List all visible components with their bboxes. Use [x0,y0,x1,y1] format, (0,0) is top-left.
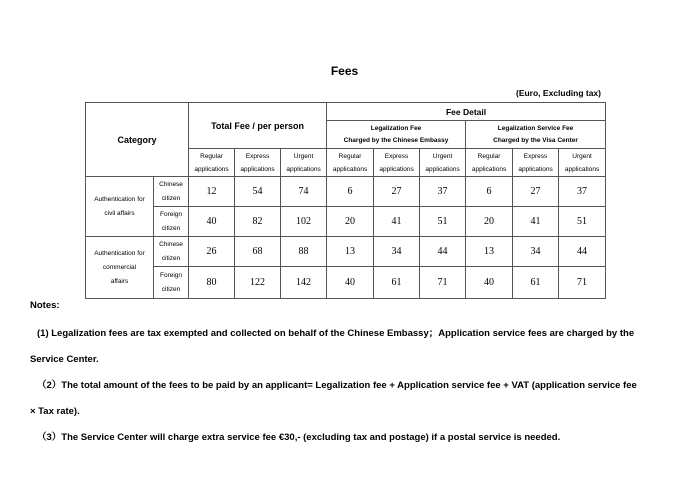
cell: 54 [235,177,281,207]
note-line: × Tax rate). [30,406,80,417]
cell: 40 [189,207,235,237]
group-label-line: Authentication for [94,195,145,203]
row-label-foreign [154,207,189,237]
col-urgent-legal [420,149,466,177]
col-type-line1: Express [245,152,270,160]
col-type-line2: applications [518,165,553,173]
row-label-line: Chinese [159,240,183,248]
cell: 37 [559,177,606,207]
group-label-civil [86,177,154,237]
col-type-line2: applications [425,165,460,173]
col-express-legal [374,149,420,177]
cell: 27 [374,177,420,207]
row-label-line: citizen [161,224,181,232]
col-urgent-service [559,149,606,177]
col-regular-service [466,149,513,177]
cell: 6 [466,177,513,207]
col-type-line1: Regular [200,152,223,160]
cell: 40 [327,267,374,299]
table-row [86,237,606,267]
note-line: （2）The total amount of the fees to be paid by an applicant= Legalization fee + Application service fee + VAT (application service fee [37,380,637,391]
cell: 26 [189,237,235,267]
col-type-line1: Regular [338,152,362,160]
service-fee-subtitle: Charged by the Visa Center [493,136,578,144]
col-regular-total [189,149,235,177]
fee-table [85,102,606,299]
row-label-foreign [154,267,189,299]
note-line: Service Center. [30,354,99,365]
group-label-line: affairs [110,277,129,285]
cell: 142 [281,267,327,299]
cell: 68 [235,237,281,267]
col-type-line1: Urgent [572,152,592,160]
cell: 34 [374,237,420,267]
cell: 13 [327,237,374,267]
legalization-fee-header [327,121,466,149]
cell: 61 [513,267,559,299]
col-urgent-total [281,149,327,177]
cell: 44 [559,237,606,267]
group-label-line: Authentication for [94,249,145,257]
row-label-line: Foreign [159,210,183,218]
row-label-chinese [154,177,189,207]
col-type-line1: Express [523,152,548,160]
cell: 51 [420,207,466,237]
row-label-line: citizen [161,194,181,202]
col-type-line2: applications [471,165,507,173]
total-fee-header: Total Fee / per person [189,103,327,149]
col-type-line2: applications [240,165,275,173]
col-type-line1: Urgent [432,152,453,160]
row-label-line: Chinese [159,180,183,188]
col-type-line2: applications [286,165,321,173]
cell: 34 [513,237,559,267]
col-type-line1: Urgent [293,152,314,160]
cell: 82 [235,207,281,237]
cell: 40 [466,267,513,299]
cell: 41 [513,207,559,237]
cell: 6 [327,177,374,207]
notes-section [30,300,670,451]
cell: 20 [466,207,513,237]
row-label-chinese [154,237,189,267]
col-type-line2: applications [379,165,414,173]
page-title: Fees [330,64,359,78]
col-type-line2: applications [332,165,368,173]
group-label-line: commercial [102,263,137,271]
cell: 122 [235,267,281,299]
notes-title: Notes: [30,300,60,311]
cell: 13 [466,237,513,267]
cell: 41 [374,207,420,237]
col-type-line1: Express [384,152,409,160]
cell: 88 [281,237,327,267]
cell: 74 [281,177,327,207]
service-fee-title: Legalization Service Fee [497,124,574,132]
cell: 80 [189,267,235,299]
col-type-line2: applications [564,165,600,173]
cell: 51 [559,207,606,237]
note-line: (1) Legalization fees are tax exempted and collected on behalf of the Chinese Embassy；Application service fees are charged by the [37,328,635,339]
cell: 12 [189,177,235,207]
cell: 37 [420,177,466,207]
table-row [86,177,606,207]
col-type-line2: applications [194,165,229,173]
group-label-line: civil affairs [104,209,135,217]
row-label-line: Foreign [159,271,183,279]
service-fee-header [466,121,606,149]
row-label-line: citizen [161,254,181,262]
fee-detail-header: Fee Detail [327,103,606,121]
legalization-fee-title: Legalization Fee [370,124,422,132]
col-express-total [235,149,281,177]
cell: 27 [513,177,559,207]
col-type-line1: Regular [477,152,501,160]
unit-note: (Euro, Excluding tax) [515,88,601,98]
col-express-service [513,149,559,177]
cell: 20 [327,207,374,237]
cell: 71 [559,267,606,299]
cell: 102 [281,207,327,237]
row-label-line: citizen [161,285,181,293]
cell: 71 [420,267,466,299]
cell: 44 [420,237,466,267]
legalization-fee-subtitle: Charged by the Chinese Embassy [343,136,449,144]
table-row [86,267,606,299]
cell: 61 [374,267,420,299]
note-line: （3）The Service Center will charge extra service fee €30,- (excluding tax and postage) if a postal service is needed. [37,432,561,443]
col-regular-legal [327,149,374,177]
table-row [86,207,606,237]
group-label-commercial [86,237,154,299]
category-header: Category [86,103,189,177]
